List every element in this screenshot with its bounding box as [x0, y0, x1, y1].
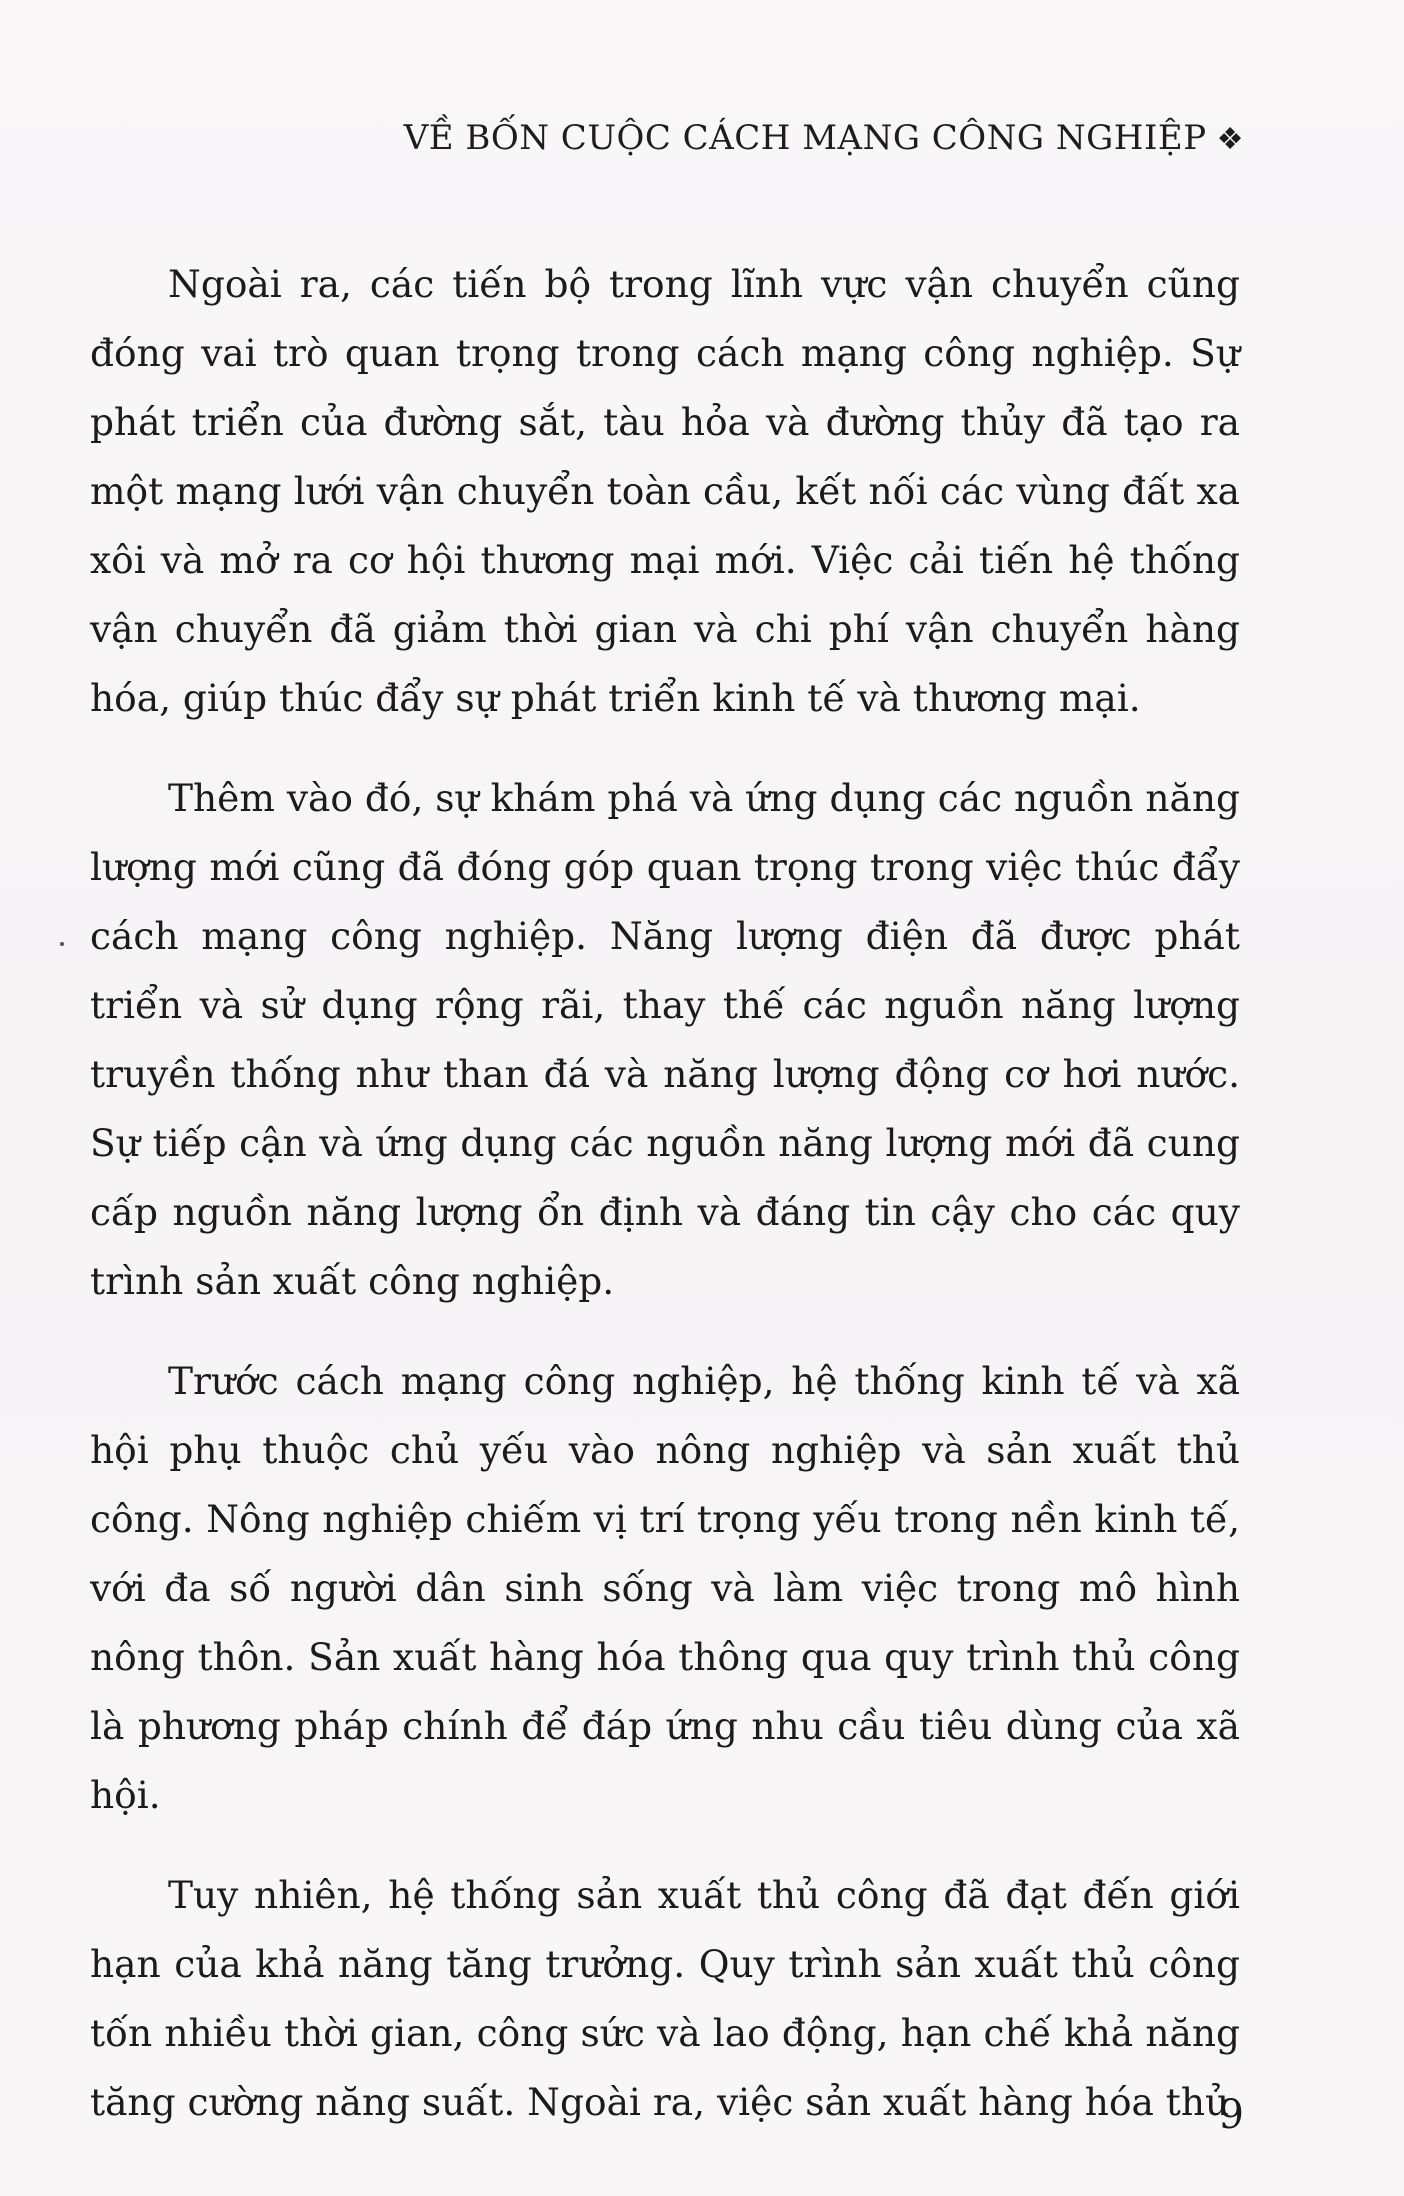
paragraph-energy: Thêm vào đó, sự khám phá và ứng dụng các nguồn năng lượng mới cũng đã đóng góp quan trọng trong việc thúc đẩy cách mạng công nghiệp. Năng lượng điện đã được phát triển và sử dụng rộng rãi, thay thế các nguồn năng lượng truyền thống như than đá và năng lượng động cơ hơi nước. Sự tiếp cận và ứng dụng các nguồn năng lượng mới đã cung cấp nguồn năng lượng ổn định và đáng tin cậy cho các quy trình sản xuất công nghiệp.	[90, 776, 1240, 1303]
paragraph-pre-industrial: Trước cách mạng công nghiệp, hệ thống kinh tế và xã hội phụ thuộc chủ yếu vào nông nghiệp và sản xuất thủ công. Nông nghiệp chiếm vị trí trọng yếu trong nền kinh tế, với đa số người dân sinh sống và làm việc trong mô hình nông thôn. Sản xuất hàng hóa thông qua quy trình thủ công là phương pháp chính để đáp ứng nhu cầu tiêu dùng của xã hội.	[90, 1359, 1240, 1817]
running-header	[404, 118, 1244, 158]
page-number: 9	[1218, 2092, 1244, 2138]
paragraph-limits: Tuy nhiên, hệ thống sản xuất thủ công đã đạt đến giới hạn của khả năng tăng trưởng. Quy trình sản xuất thủ công tốn nhiều thời gian, công sức và lao động, hạn chế khả năng tăng cường năng suất. Ngoài ra, việc sản xuất hàng hóa thủ	[90, 1873, 1240, 2124]
running-header-title: VỀ BỐN CUỘC CÁCH MẠNG CÔNG NGHIỆP	[403, 118, 1207, 158]
paragraph-transport: Ngoài ra, các tiến bộ trong lĩnh vực vận chuyển cũng đóng vai trò quan trọng trong cách mạng công nghiệp. Sự phát triển của đường sắt, tàu hỏa và đường thủy đã tạo ra một mạng lưới vận chuyển toàn cầu, kết nối các vùng đất xa xôi và mở ra cơ hội thương mại mới. Việc cải tiến hệ thống vận chuyển đã giảm thời gian và chi phí vận chuyển hàng hóa, giúp thúc đẩy sự phát triển kinh tế và thương mại.	[90, 262, 1240, 720]
margin-speck	[60, 942, 64, 946]
ornament-icon: ❖	[1216, 122, 1244, 157]
body-text	[90, 250, 1240, 2168]
